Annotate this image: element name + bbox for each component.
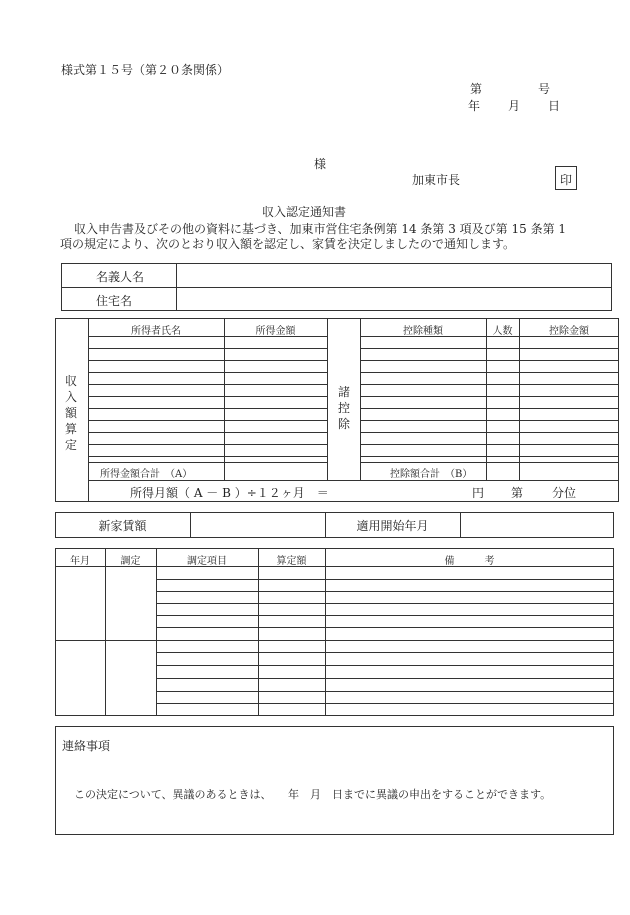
col-persons: 人数 bbox=[492, 326, 513, 337]
col-item: 調定項目 bbox=[187, 556, 227, 567]
col-adjust: 調定 bbox=[120, 556, 141, 567]
intro-line-2: 項の規定により、次のとおり収入額を認定し、家賃を決定しましたので通知します。 bbox=[60, 237, 516, 251]
col-amount: 算定額 bbox=[276, 556, 307, 567]
unit-yen: 円 bbox=[472, 486, 485, 500]
col-deduction-amount: 控除金額 bbox=[549, 326, 589, 337]
notice-heading: 連絡事項 bbox=[62, 739, 111, 753]
deduction-side-label: 諸控除 bbox=[337, 385, 350, 431]
name-label: 名義人名 bbox=[96, 270, 145, 284]
col-income: 所得金額 bbox=[255, 326, 296, 337]
new-rent-label: 新家賃額 bbox=[98, 519, 147, 533]
income-side-label: 収入額算定 bbox=[64, 374, 77, 452]
date-year: 年 bbox=[468, 99, 481, 113]
seal-label: 印 bbox=[559, 173, 572, 187]
intro-line-1: 収入申告書及びその他の資料に基づき、加東市営住宅条例第 14 条第 3 項及び第 15 条第 1 bbox=[74, 222, 567, 236]
doc-number-go: 号 bbox=[538, 82, 551, 96]
doc-number-dai: 第 bbox=[470, 82, 483, 96]
date-day: 日 bbox=[548, 99, 561, 113]
issuer: 加東市長 bbox=[412, 173, 461, 187]
col-remarks: 備 考 bbox=[444, 556, 495, 567]
col-yearmonth: 年月 bbox=[70, 556, 90, 567]
seal-box bbox=[555, 166, 577, 190]
page-title: 収入認定通知書 bbox=[262, 205, 347, 219]
income-total-label: 所得金額合計 （A） bbox=[100, 469, 193, 480]
addressee-suffix: 様 bbox=[314, 157, 327, 171]
notice-box bbox=[55, 726, 614, 835]
formula-label: 所得月額（ A － B ）÷１２ヶ月 ＝ bbox=[130, 486, 329, 500]
start-label: 適用開始年月 bbox=[356, 519, 429, 533]
form-number: 様式第１５号（第２０条関係） bbox=[61, 63, 230, 77]
deduction-total-label: 控除額合計 （B） bbox=[390, 469, 473, 480]
rank-label: 分位 bbox=[552, 486, 577, 500]
house-label: 住宅名 bbox=[96, 294, 133, 308]
date-month: 月 bbox=[508, 99, 521, 113]
col-deduction-type: 控除種類 bbox=[403, 326, 443, 337]
col-earner: 所得者氏名 bbox=[131, 326, 181, 337]
notice-body: この決定について、異議のあるときは、 年 月 日までに異議の申出をすることができます。 bbox=[74, 788, 552, 801]
rank-dai: 第 bbox=[511, 486, 524, 500]
